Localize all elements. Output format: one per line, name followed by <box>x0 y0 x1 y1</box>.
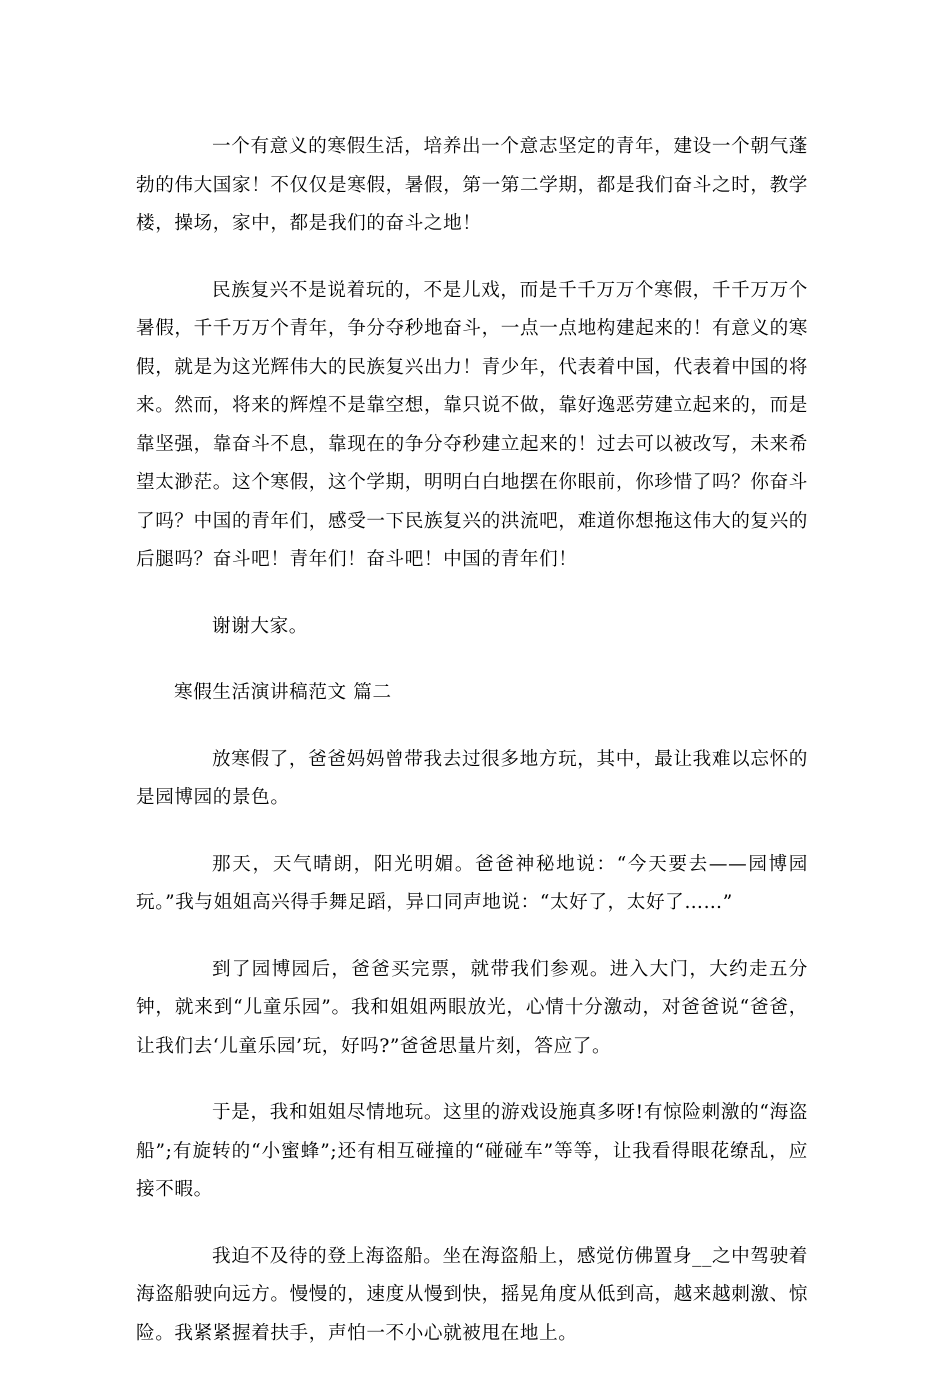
document-body <box>136 128 808 1381</box>
section-paragraph-4: 于是，我和姐姐尽情地玩。这里的游戏设施真多呀!有惊险刺激的“海盗船”;有旋转的“小蜜蜂”;还有相互碰撞的“碰碰车”等等，让我看得眼花缭乱，应接不暇。 <box>136 1102 808 1200</box>
section-paragraph-3: 到了园博园后，爸爸买完票，就带我们参观。进入大门，大约走五分钟，就来到“儿童乐园”。我和姐姐两眼放光，心情十分激动，对爸爸说“爸爸，让我们去‘儿童乐园’玩，好吗?”爸爸思量片刻，答应了。 <box>136 958 808 1057</box>
paragraph-1: 一个有意义的寒假生活，培养出一个意志坚定的青年，建设一个朝气蓬勃的伟大国家！不仅仅是寒假，暑假，第一第二学期，都是我们奋斗之时，教学楼，操场，家中，都是我们的奋斗之地！ <box>136 136 808 234</box>
paragraph-thanks: 谢谢大家。 <box>212 615 308 637</box>
section-paragraph-1: 放寒假了，爸爸妈妈曾带我去过很多地方玩，其中，最让我难以忘怀的是园博园的景色。 <box>136 748 808 808</box>
section-paragraph-5: 我迫不及待的登上海盗船。坐在海盗船上，感觉仿佛置身__之中驾驶着海盗船驶向远方。慢慢的，速度从慢到快，摇晃角度从低到高，越来越刺激、惊险。我紧紧握着扶手，声怕一不小心就被甩在地上。 <box>136 1245 808 1344</box>
paragraph-2: 民族复兴不是说着玩的，不是儿戏，而是千千万万个寒假，千千万万个暑假，千千万万个青年，争分夺秒地奋斗，一点一点地构建起来的！有意义的寒假，就是为这光辉伟大的民族复兴出力！青少年，代表着中国，代表着中国的将来。然而，将来的辉煌不是靠空想，靠只说不做，靠好逸恶劳建立起来的，而是靠坚强，靠奋斗不息，靠现在的争分夺秒建立起来的！过去可以被改写，未来希望太渺茫。这个寒假，这个学期，明明白白地摆在你眼前，你珍惜了吗？你奋斗了吗？中国的青年们，感受一下民族复兴的洪流吧，难道你想拖这伟大的复兴的后腿吗？奋斗吧！青年们！奋斗吧！中国的青年们！ <box>136 279 808 570</box>
section-heading: 寒假生活演讲稿范文 篇二 <box>174 682 392 703</box>
section-paragraph-2: 那天，天气晴朗，阳光明媚。爸爸神秘地说：“今天要去——园博园玩。”我与姐姐高兴得手舞足蹈，异口同声地说：“太好了，太好了……” <box>136 853 808 913</box>
